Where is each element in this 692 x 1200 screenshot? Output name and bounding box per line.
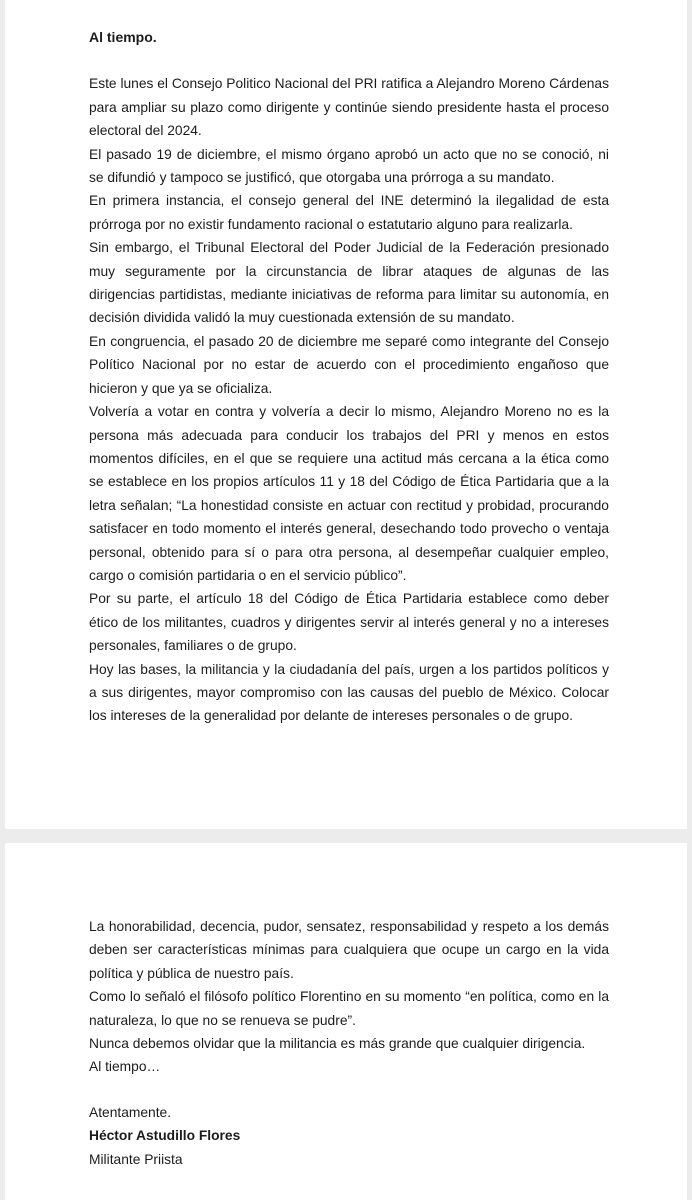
paragraph: La honorabilidad, decencia, pudor, sensatez, responsabilidad y respeto a los demás deben ser características mínimas para cualquiera que ocupe un cargo en la vida política y pública de nuestro país. [89,919,609,981]
paragraph: Sin embargo, el Tribunal Electoral del Poder Judicial de la Federación presionado muy seguramente por la circunstancia de librar ataques de algunas de las dirigencias partidistas, mediante iniciativas de reforma para limitar su autonomía, en decisión dividida validó la muy cuestionada extensión de su mandato. [89,240,609,326]
signature-block [89,1101,609,1171]
paragraph: Nunca debemos olvidar que la militancia es más grande que cualquier dirigencia. [89,1036,586,1052]
paragraph: El pasado 19 de diciembre, el mismo órgano aprobó un acto que no se conoció, ni se difundió y tampoco se justificó, que otorgaba una prórroga a su mandato. [89,146,609,186]
document-page-2 [5,843,687,1200]
document-title: Al tiempo. [89,29,157,45]
author-role: Militante Priista [89,1151,183,1167]
paragraph: En congruencia, el pasado 20 de diciembre me separé como integrante del Consejo Político Nacional por no estar de acuerdo con el procedimiento engañoso que hicieron y que ya se oficializa. [89,333,609,396]
document-page-1 [5,0,687,829]
paragraph: Por su parte, el artículo 18 del Código de Ética Partidaria establece como deber ético de los militantes, cuadros y dirigentes servir al interés general y no a intereses personales, familiares o de grupo. [89,591,609,654]
paragraph: Como lo señaló el filósofo político Florentino en su momento “en política, como en la naturaleza, lo que no se renueva se pudre”. [89,989,609,1028]
paragraph: En primera instancia, el consejo general del INE determinó la ilegalidad de esta prórroga por no existir fundamento racional o estatutario alguno para realizarla. [89,193,609,232]
paragraph: Hoy las bases, la militancia y la ciudadanía del país, urgen a los partidos políticos y a sus dirigentes, mayor compromiso con las causas del pueblo de México. Colocar los intereses de la generalidad por delante de intereses personales o de grupo. [89,661,609,724]
closing-salutation: Atentamente. [89,1104,172,1120]
author-name: Héctor Astudillo Flores [89,1128,241,1144]
paragraph: Este lunes el Consejo Politico Nacional del PRI ratifica a Alejandro Moreno Cárdenas para ampliar su plazo como dirigente y continúe siendo presidente hasta el proceso electoral del 2024. [89,76,609,139]
paragraph: Al tiempo… [89,1059,161,1075]
paragraph: Volvería a votar en contra y volvería a decir lo mismo, Alejandro Moreno no es la persona más adecuada para conducir los trabajos del PRI y menos en estos momentos difíciles, en el que se requiere una actitud más cercana a la ética como se establece en los propios artículos 11 y 18 del Código de Ética Partidaria que a la letra señalan; “La honestidad consiste en actuar con rectitud y probidad, procurando satisfacer en todo momento el interés general, desechando todo provecho o ventaja personal, obtenido para sí o para otra persona, al desempeñar cualquier empleo, cargo o comisión partidaria o en el servicio público”. [89,404,609,583]
